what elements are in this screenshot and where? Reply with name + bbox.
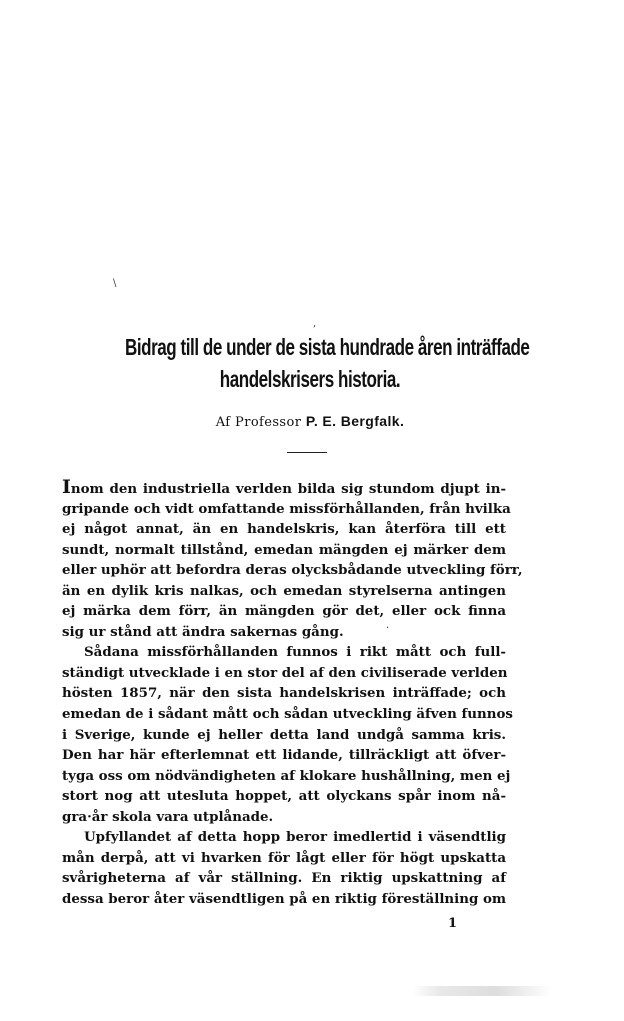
page-number: 1 <box>448 916 458 931</box>
text-line: gra·år skola vara utplånade. <box>62 808 274 825</box>
text-line: mån derpå, att vi hvarken för lågt eller för högt upskatta <box>62 849 506 866</box>
title-divider <box>287 452 327 453</box>
ink-speck: , <box>313 318 317 329</box>
watermark-smear <box>412 986 552 996</box>
text-line: än en dylik kris nalkas, och emedan styrelserna antingen <box>62 582 506 599</box>
text-line: Sådana missförhållanden funnos i rikt mått och full- <box>84 644 506 661</box>
text-line: ständigt utvecklade i en stor del af den civiliserade verlden <box>62 664 508 681</box>
ink-speck: · <box>386 623 390 634</box>
text-line: stort nog att utesluta hoppet, att olyckans spår inom nå- <box>62 788 506 805</box>
text-line: sig ur stånd att ändra sakernas gång. <box>62 623 344 640</box>
text-line: i Sverige, kunde ej heller detta land undgå samma kris. <box>62 726 506 743</box>
text-line: Den har här efterlemnat ett lidande, tillräckligt att öfver- <box>62 747 506 764</box>
text-line <box>62 478 506 499</box>
author-line <box>60 413 560 430</box>
text-line: tyga oss om nödvändigheten af klokare hushållning, men ej <box>62 767 511 784</box>
author-prefix: Af Professor <box>215 415 302 430</box>
article-title-line-1: Bidrag till de under de sista hundrade åren inträffade <box>125 334 530 360</box>
text-line: hösten 1857, när den sista handelskrisen inträffade; och <box>62 685 506 702</box>
ink-speck: \ <box>113 278 117 289</box>
text-line: eller uphör att befordra deras olycksbådande utveckling förr, <box>62 562 523 579</box>
text-line: emedan de i sådant mått och sådan utveckling äfven funnos <box>62 706 513 723</box>
author-name: P. E. Bergfalk. <box>305 413 405 429</box>
text-line: ej något annat, än en handelskris, kan återföra till ett <box>62 521 506 538</box>
body-text <box>62 476 523 909</box>
text-line: gripande och vidt omfattande missförhållanden, från hvilka <box>62 500 511 517</box>
scan-watermark <box>412 982 552 1000</box>
text-line: svårigheterna af vår ställning. En riktig upskattning af <box>62 870 506 887</box>
drop-cap: I <box>62 476 71 498</box>
article-title-line-2: handelskrisers historia. <box>219 366 401 392</box>
text-line-content: nom den industriella verlden bilda sig stundom djupt in- <box>70 481 506 497</box>
text-line: dessa beror åter väsendtligen på en riktig föreställning om <box>62 890 507 907</box>
text-line: ej märka dem förr, än mängden gör det, eller ock finna <box>62 603 506 620</box>
text-line: sundt, normalt tillstånd, emedan mängden ej märker dem <box>62 541 506 558</box>
text-line: Upfyllandet af detta hopp beror imedlertid i väsendtlig <box>84 829 506 846</box>
